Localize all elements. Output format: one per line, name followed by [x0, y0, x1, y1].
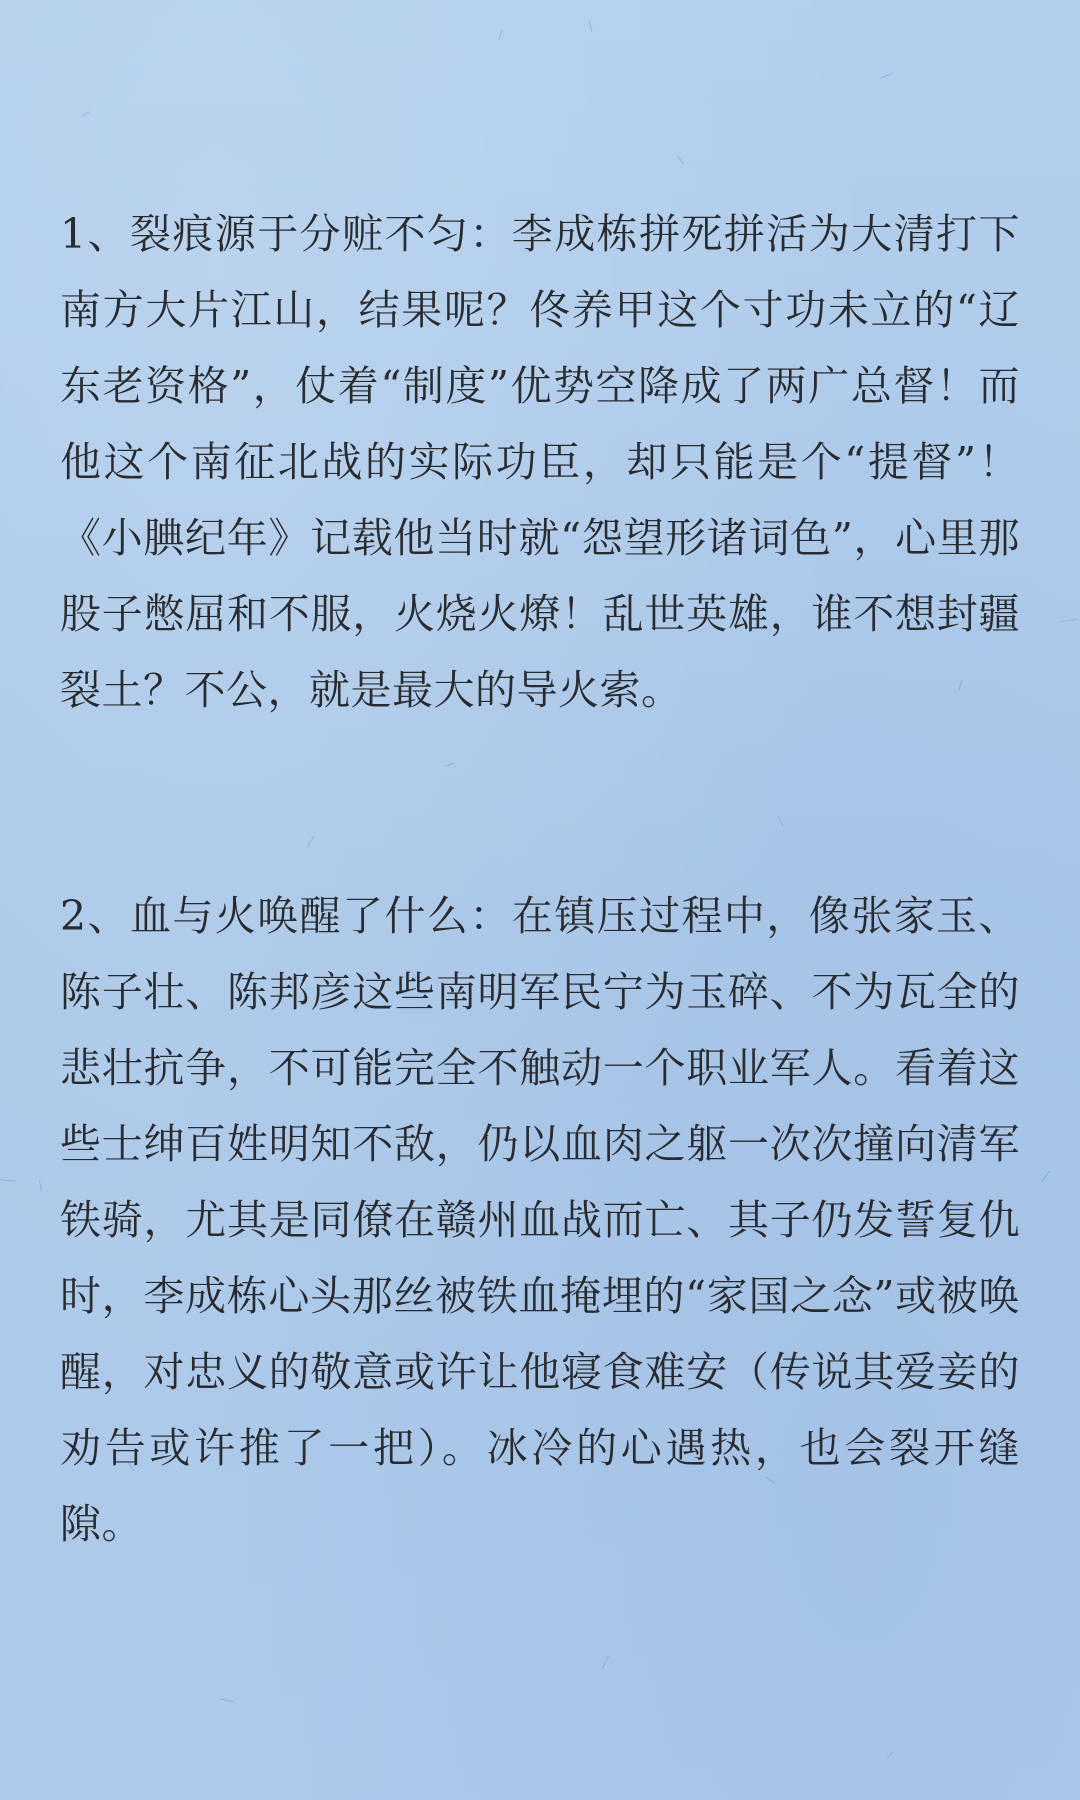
- paper-fiber: [498, 30, 502, 40]
- paper-fiber: [1060, 619, 1078, 622]
- paper-fiber: [39, 1180, 42, 1191]
- paper-fiber: [220, 1698, 235, 1702]
- paper-fiber: [602, 1655, 609, 1668]
- paper-fiber: [887, 1751, 894, 1758]
- paper-fiber: [677, 156, 684, 164]
- paper-fiber: [880, 73, 893, 79]
- paragraph-2: 2、血与火唤醒了什么：在镇压过程中，像张家玉、陈子壮、陈邦彦这些南明军民宁为玉碎、不为瓦全的悲壮抗争，不可能完全不触动一个职业军人。看着这些士绅百姓明知不敌，仍以血肉之躯一次次撞向清军铁骑，尤其是同僚在赣州血战而亡、其子仍发誓复仇时，李成栋心头那丝被铁血掩埋的“家国之念”或被唤醒，对忠义的敬意或许让他寝食难安（传说其爱妾的劝告或许推了一把）。冰冷的心遇热，也会裂开缝隙。: [60, 892, 1020, 1548]
- paragraph-1: 1、裂痕源于分赃不匀：李成栋拼死拼活为大清打下南方大片江山，结果呢？佟养甲这个寸功未立的“辽东老资格”，仗着“制度”优势空降成了两广总督！而他这个南征北战的实际功臣，却只能是个“提督”！《小腆纪年》记载他当时就“怨望形诸词色”，心里那股子憋屈和不服，火烧火燎！乱世英雄，谁不想封疆裂土？不公，就是最大的导火索。: [60, 210, 1020, 714]
- article-body: [60, 196, 1020, 1562]
- paper-fiber: [588, 20, 592, 32]
- paper-fiber: [0, 1179, 16, 1181]
- paper-fiber: [1041, 1171, 1049, 1182]
- paper-fiber: [82, 112, 89, 117]
